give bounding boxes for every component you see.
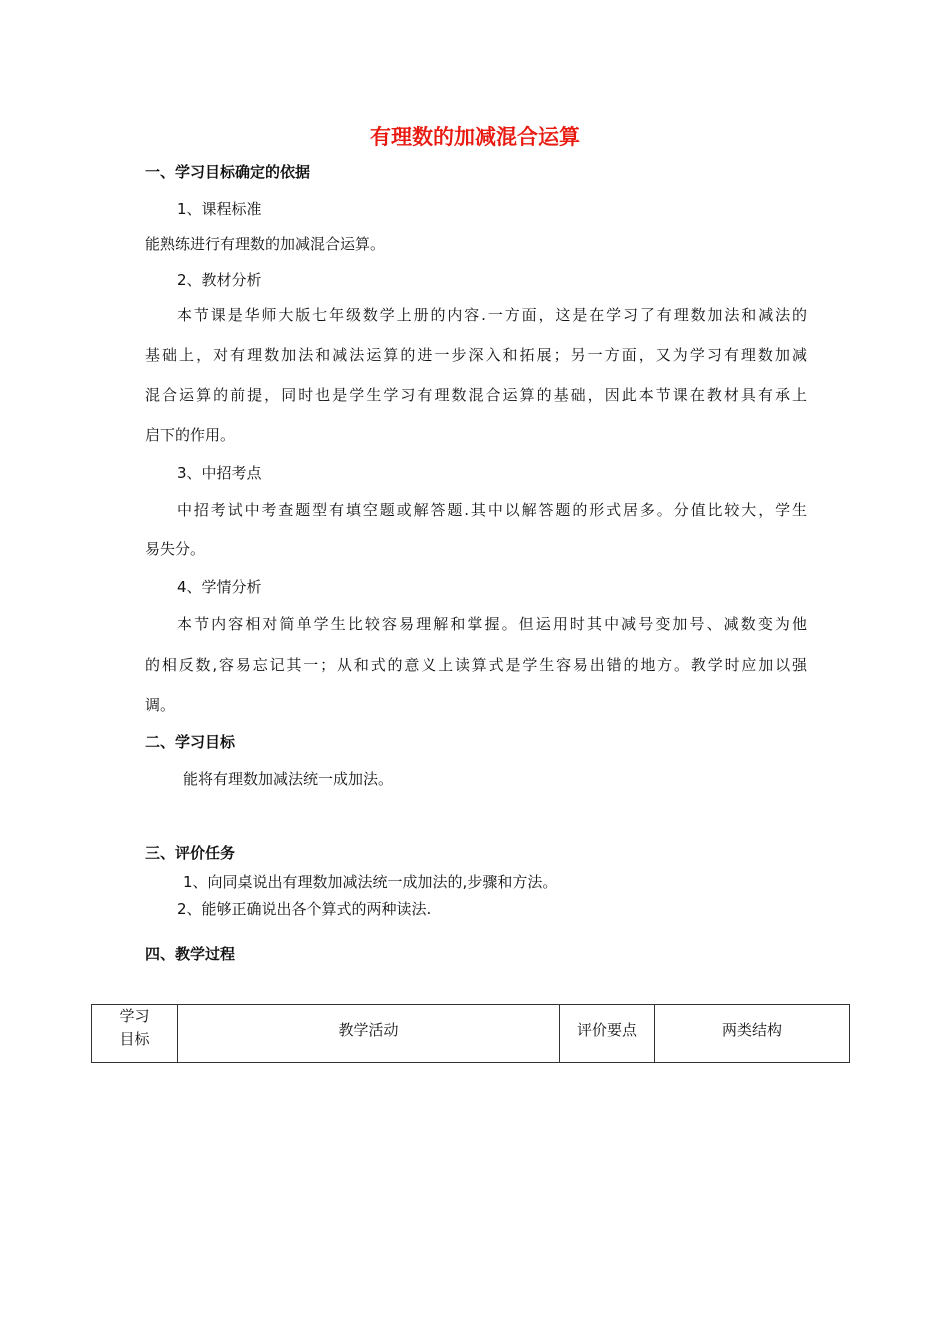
document-title: 有理数的加减混合运算 <box>370 125 580 149</box>
sub2-line-4: 启下的作用。 <box>145 426 236 444</box>
eval-item-1: 1、向同桌说出有理数加减法统一成加法的,步骤和方法。 <box>183 873 558 891</box>
teaching-process-table <box>91 1004 850 1063</box>
sub3-label: 3、中招考点 <box>177 464 262 482</box>
section3-heading: 三、评价任务 <box>145 844 236 862</box>
sub2-line-1: 本节课是华师大版七年级数学上册的内容.一方面，这是在学习了有理数加法和减法的 <box>177 306 807 324</box>
section4-heading: 四、教学过程 <box>145 945 236 963</box>
section2-heading: 二、学习目标 <box>145 733 236 751</box>
sub3-line-1: 中招考试中考查题型有填空题或解答题.其中以解答题的形式居多。分值比较大，学生 <box>177 501 807 519</box>
header-two-structures: 两类结构 <box>655 1005 850 1063</box>
sub4-line-1: 本节内容相对简单学生比较容易理解和掌握。但运用时其中减号变加号、减数变为他 <box>177 615 807 633</box>
sub2-line-2: 基础上，对有理数加法和减法运算的进一步深入和拓展；另一方面，又为学习有理数加减 <box>145 346 807 364</box>
sub4-line-2: 的相反数,容易忘记其一；从和式的意义上读算式是学生容易出错的地方。教学时应加以强 <box>145 656 807 674</box>
section1-heading: 一、学习目标确定的依据 <box>145 163 311 181</box>
sub4-label: 4、学情分析 <box>177 578 262 596</box>
sub2-label: 2、教材分析 <box>177 271 262 289</box>
eval-item-2: 2、能够正确说出各个算式的两种读法. <box>177 900 432 918</box>
sub4-line-3: 调。 <box>145 696 176 714</box>
sub3-line-2: 易失分。 <box>145 540 206 558</box>
table-header-row <box>92 1005 850 1063</box>
sub2-line-3: 混合运算的前提，同时也是学生学习有理数混合运算的基础，因此本节课在教材具有承上 <box>145 386 807 404</box>
sub1-text: 能熟练进行有理数的加减混合运算。 <box>145 235 386 253</box>
sub1-label: 1、课程标准 <box>177 200 262 218</box>
section2-text: 能将有理数加减法统一成加法。 <box>183 770 394 788</box>
header-learning-goal: 学习 目标 <box>92 1005 178 1063</box>
header-teaching-activity: 教学活动 <box>178 1005 560 1063</box>
header-evaluation-points: 评价要点 <box>560 1005 655 1063</box>
